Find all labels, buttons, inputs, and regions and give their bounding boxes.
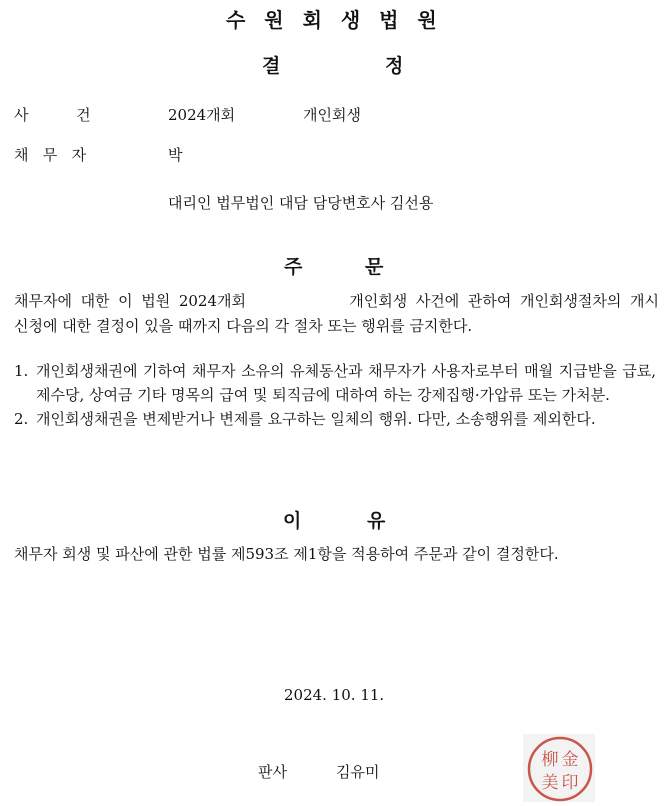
svg-text:美: 美 — [541, 773, 559, 793]
order-item-text: 개인회생채권을 변제받거나 변제를 요구하는 일체의 행위. 다만, 소송행위를 제외한다. — [36, 410, 596, 428]
agent-info: 대리인 법무법인 대담 담당변호사 김선용 — [168, 194, 434, 212]
order-item-text: 개인회생채권에 기하여 채무자 소유의 유체동산과 채무자가 사용자로부터 매월 지급받을 급료, 제수당, 상여금 기타 명목의 급여 및 퇴직금에 대하여 하는 강제집행·가압류 또는 가처분. — [36, 362, 656, 404]
order-intro-line-1: 채무자에 대한 이 법원 2024개회 개인회생 사건에 관하여 개인회생절차의 개시 — [14, 292, 659, 310]
case-type: 개인회생 — [303, 106, 361, 124]
svg-text:金: 金 — [561, 750, 579, 770]
doc-type-char-2: 정 — [385, 55, 404, 77]
order-item — [14, 407, 656, 431]
reason-heading-char-2: 유 — [367, 510, 386, 532]
case-number: 2024개회 — [168, 106, 236, 124]
decision-date: 2024. 10. 11. — [284, 686, 385, 704]
debtor-name: 박 — [168, 146, 183, 164]
order-item-number: 2. — [14, 410, 29, 428]
order-heading-char-1: 주 — [284, 256, 303, 278]
judge-seal-icon — [522, 733, 596, 803]
court-title: 수 원 회 생 법 원 — [226, 8, 443, 32]
judge-name: 김유미 — [336, 763, 380, 781]
judge-label: 판사 — [258, 763, 287, 781]
svg-text:柳: 柳 — [541, 750, 559, 770]
case-label: 사 건 — [14, 106, 91, 124]
order-item — [14, 359, 656, 407]
order-item-number: 1. — [14, 362, 29, 380]
doc-type-char-1: 결 — [262, 55, 281, 77]
order-list — [14, 359, 656, 431]
order-intro-line-2: 신청에 대한 결정이 있을 때까지 다음의 각 절차 또는 행위를 금지한다. — [14, 317, 473, 335]
debtor-label: 채 무 자 — [14, 146, 87, 164]
reason-text: 채무자 회생 및 파산에 관한 법률 제593조 제1항을 적용하여 주문과 같이 결정한다. — [14, 545, 559, 563]
reason-heading-char-1: 이 — [283, 510, 302, 532]
order-heading-char-2: 문 — [365, 256, 384, 278]
svg-text:印: 印 — [561, 773, 579, 793]
